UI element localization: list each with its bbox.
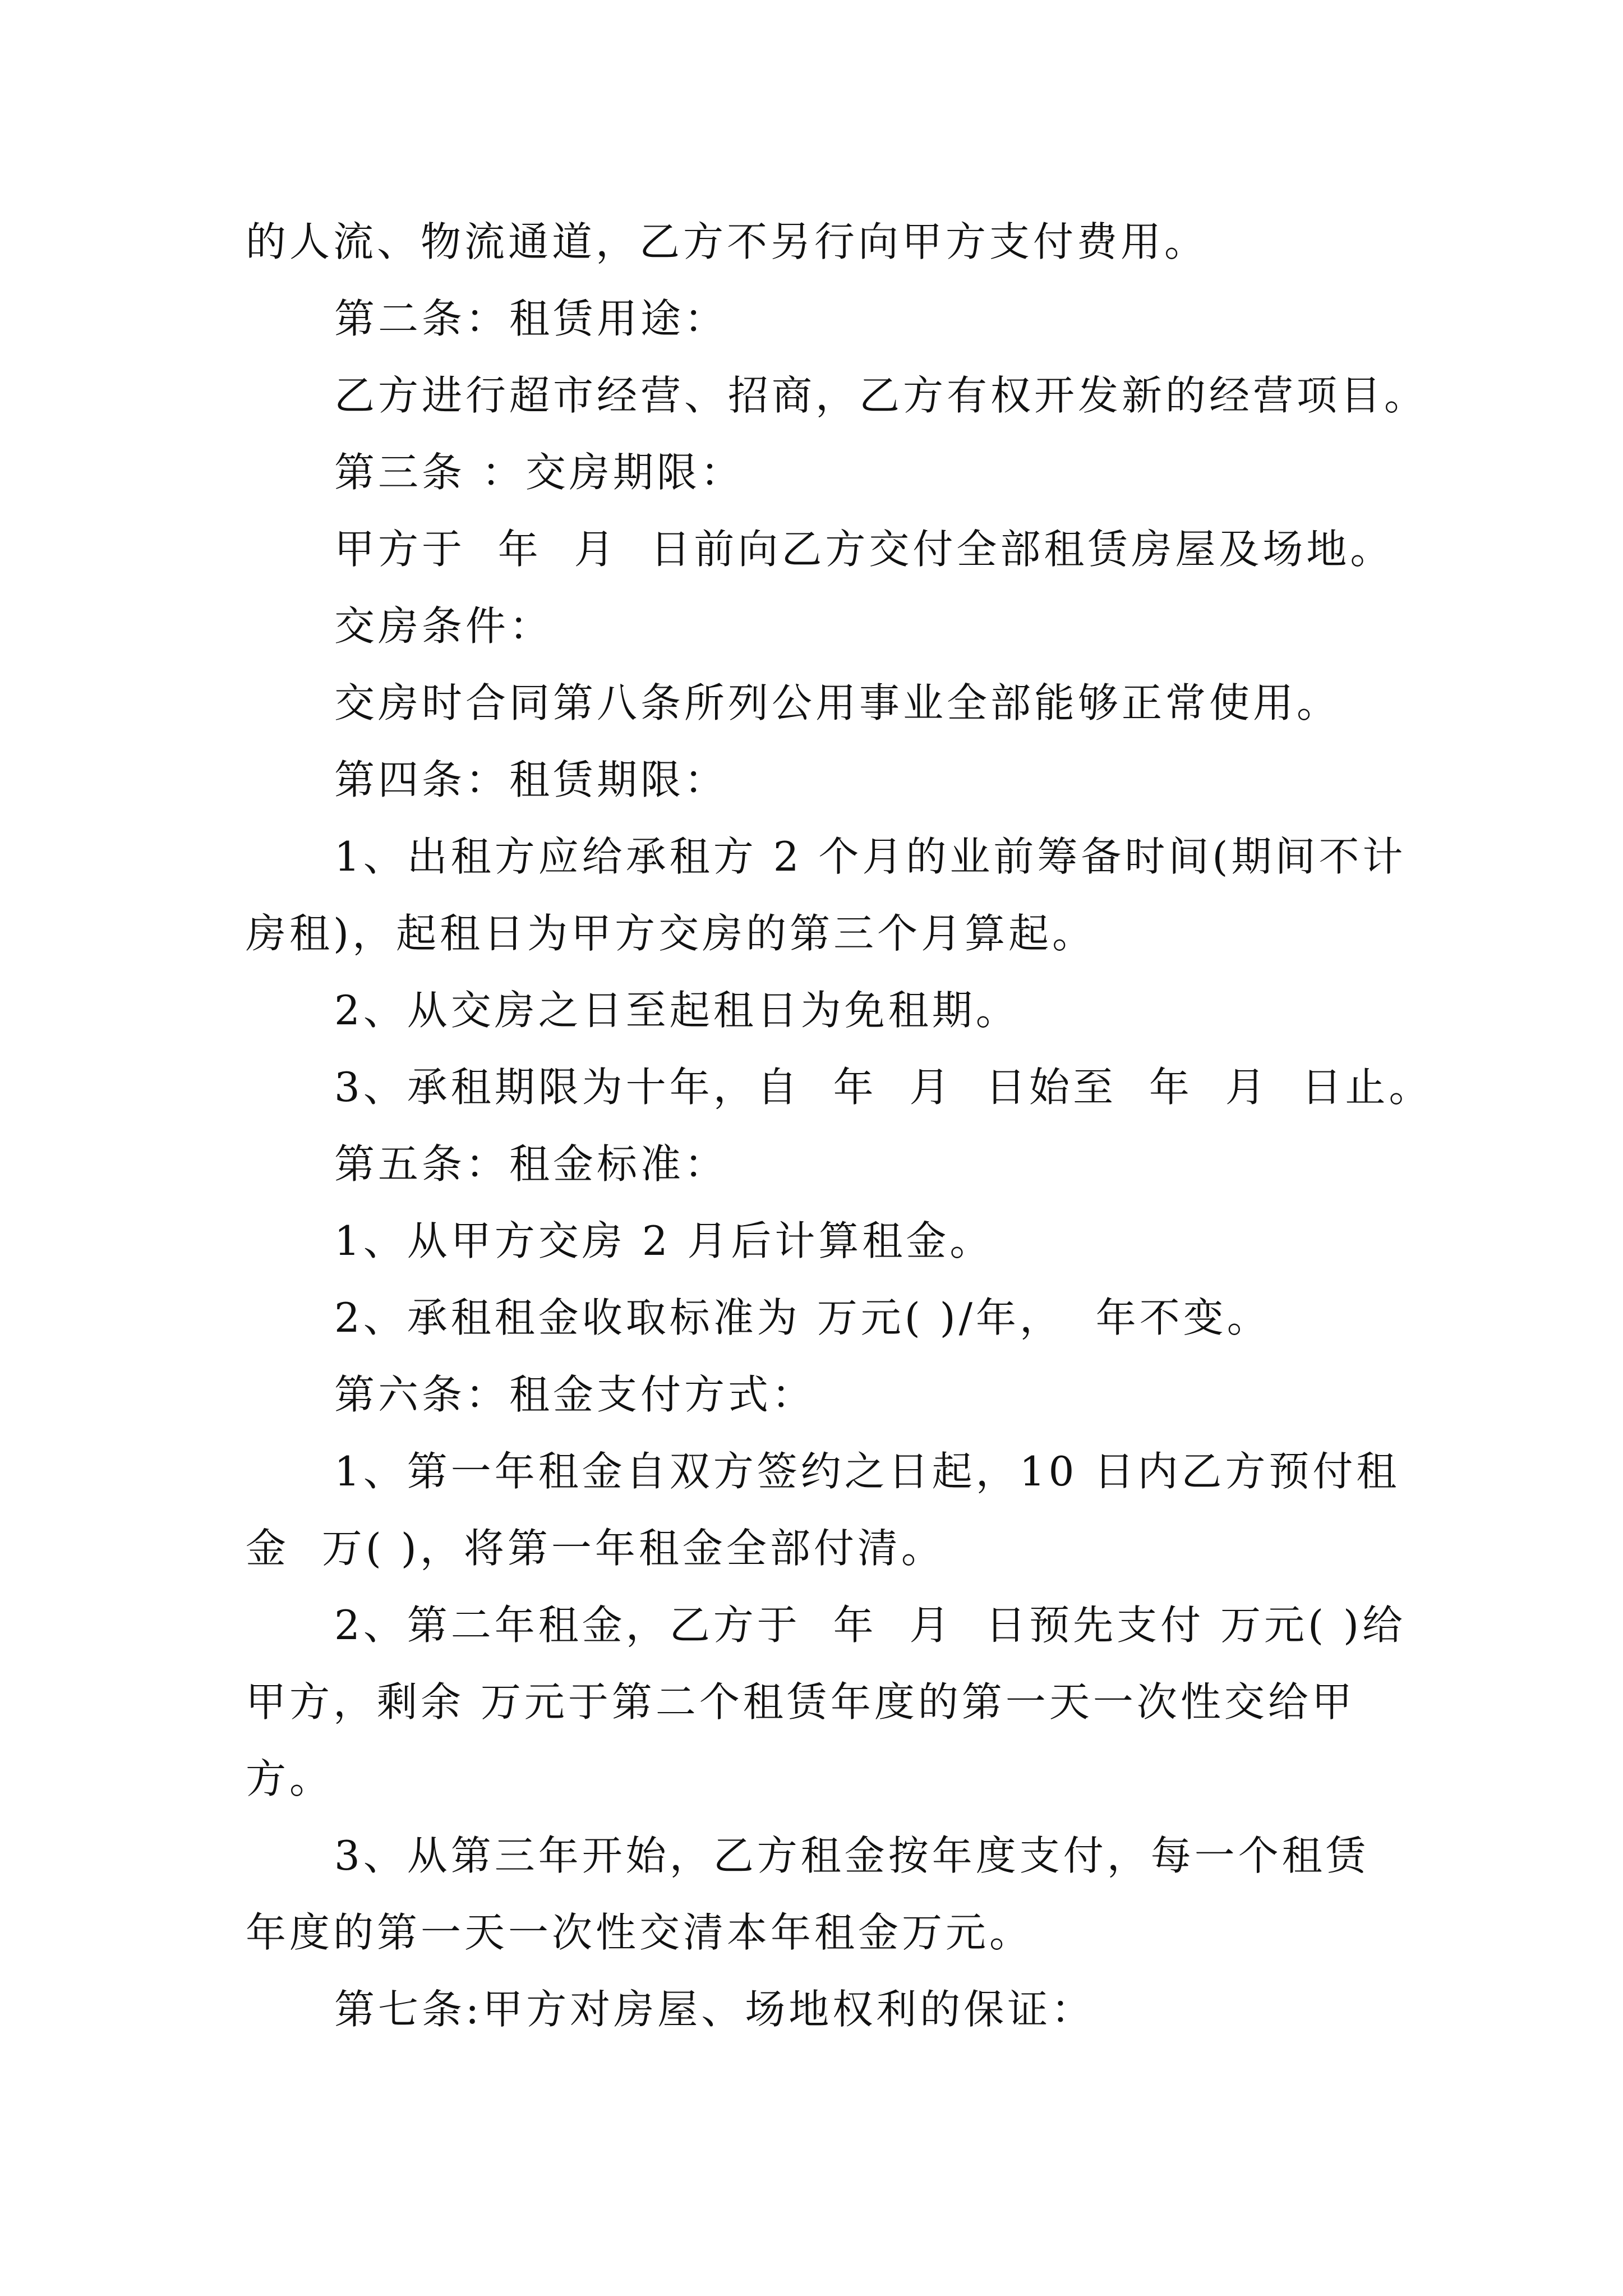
clause-heading: 第二条：租赁用途： (334, 295, 728, 342)
clause-heading: 第五条：租金标准： (334, 1140, 728, 1188)
clause-heading: 第六条：租金支付方式： (334, 1371, 816, 1418)
text-line: 2、第二年租金，乙方于 年 月 日预先支付 万元( )给 (334, 1602, 1407, 1649)
text-line: 的人流、物流通道，乙方不另行向甲方支付费用。 (246, 218, 1209, 265)
text-line: 交房时合同第八条所列公用事业全部能够正常使用。 (334, 679, 1341, 726)
clause-heading: 第三条 ：交房期限： (334, 449, 744, 496)
text-line: 1、第一年租金自双方签约之日起，10 日内乙方预付租 (334, 1448, 1400, 1495)
text-line: 年度的第一天一次性交清本年租金万元。 (246, 1909, 1034, 1956)
text-line: 金 万( )，将第一年租金全部付清。 (246, 1525, 945, 1572)
text-line: 1、出租方应给承租方 2 个月的业前筹备时间(期间不计 (334, 833, 1407, 880)
text-line: 方。 (246, 1755, 334, 1802)
text-line: 乙方进行超市经营、招商，乙方有权开发新的经营项目。 (334, 372, 1428, 419)
text-line: 交房条件： (334, 602, 554, 650)
clause-heading: 第七条:甲方对房屋、场地权利的保证： (334, 1986, 1095, 2033)
text-line: 甲方于 年 月 日前向乙方交付全部租赁房屋及场地。 (334, 526, 1394, 573)
text-line: 甲方，剩余 万元于第二个租赁年度的第一天一次性交给甲 (246, 1678, 1355, 1726)
text-line: 1、从甲方交房 2 月后计算租金。 (334, 1217, 994, 1264)
clause-heading: 第四条：租赁期限： (334, 756, 728, 803)
text-line: 2、从交房之日至起租日为免租期。 (334, 987, 1020, 1034)
text-line: 房租)，起租日为甲方交房的第三个月算起。 (246, 910, 1096, 957)
text-line: 3、从第三年开始，乙方租金按年度支付，每一个租赁 (334, 1832, 1370, 1879)
text-line: 2、承租租金收取标准为 万元( )/年， 年不变。 (334, 1294, 1271, 1341)
text-line: 3、承租期限为十年，自 年 月 日始至 年 月 日止。 (334, 1064, 1433, 1111)
